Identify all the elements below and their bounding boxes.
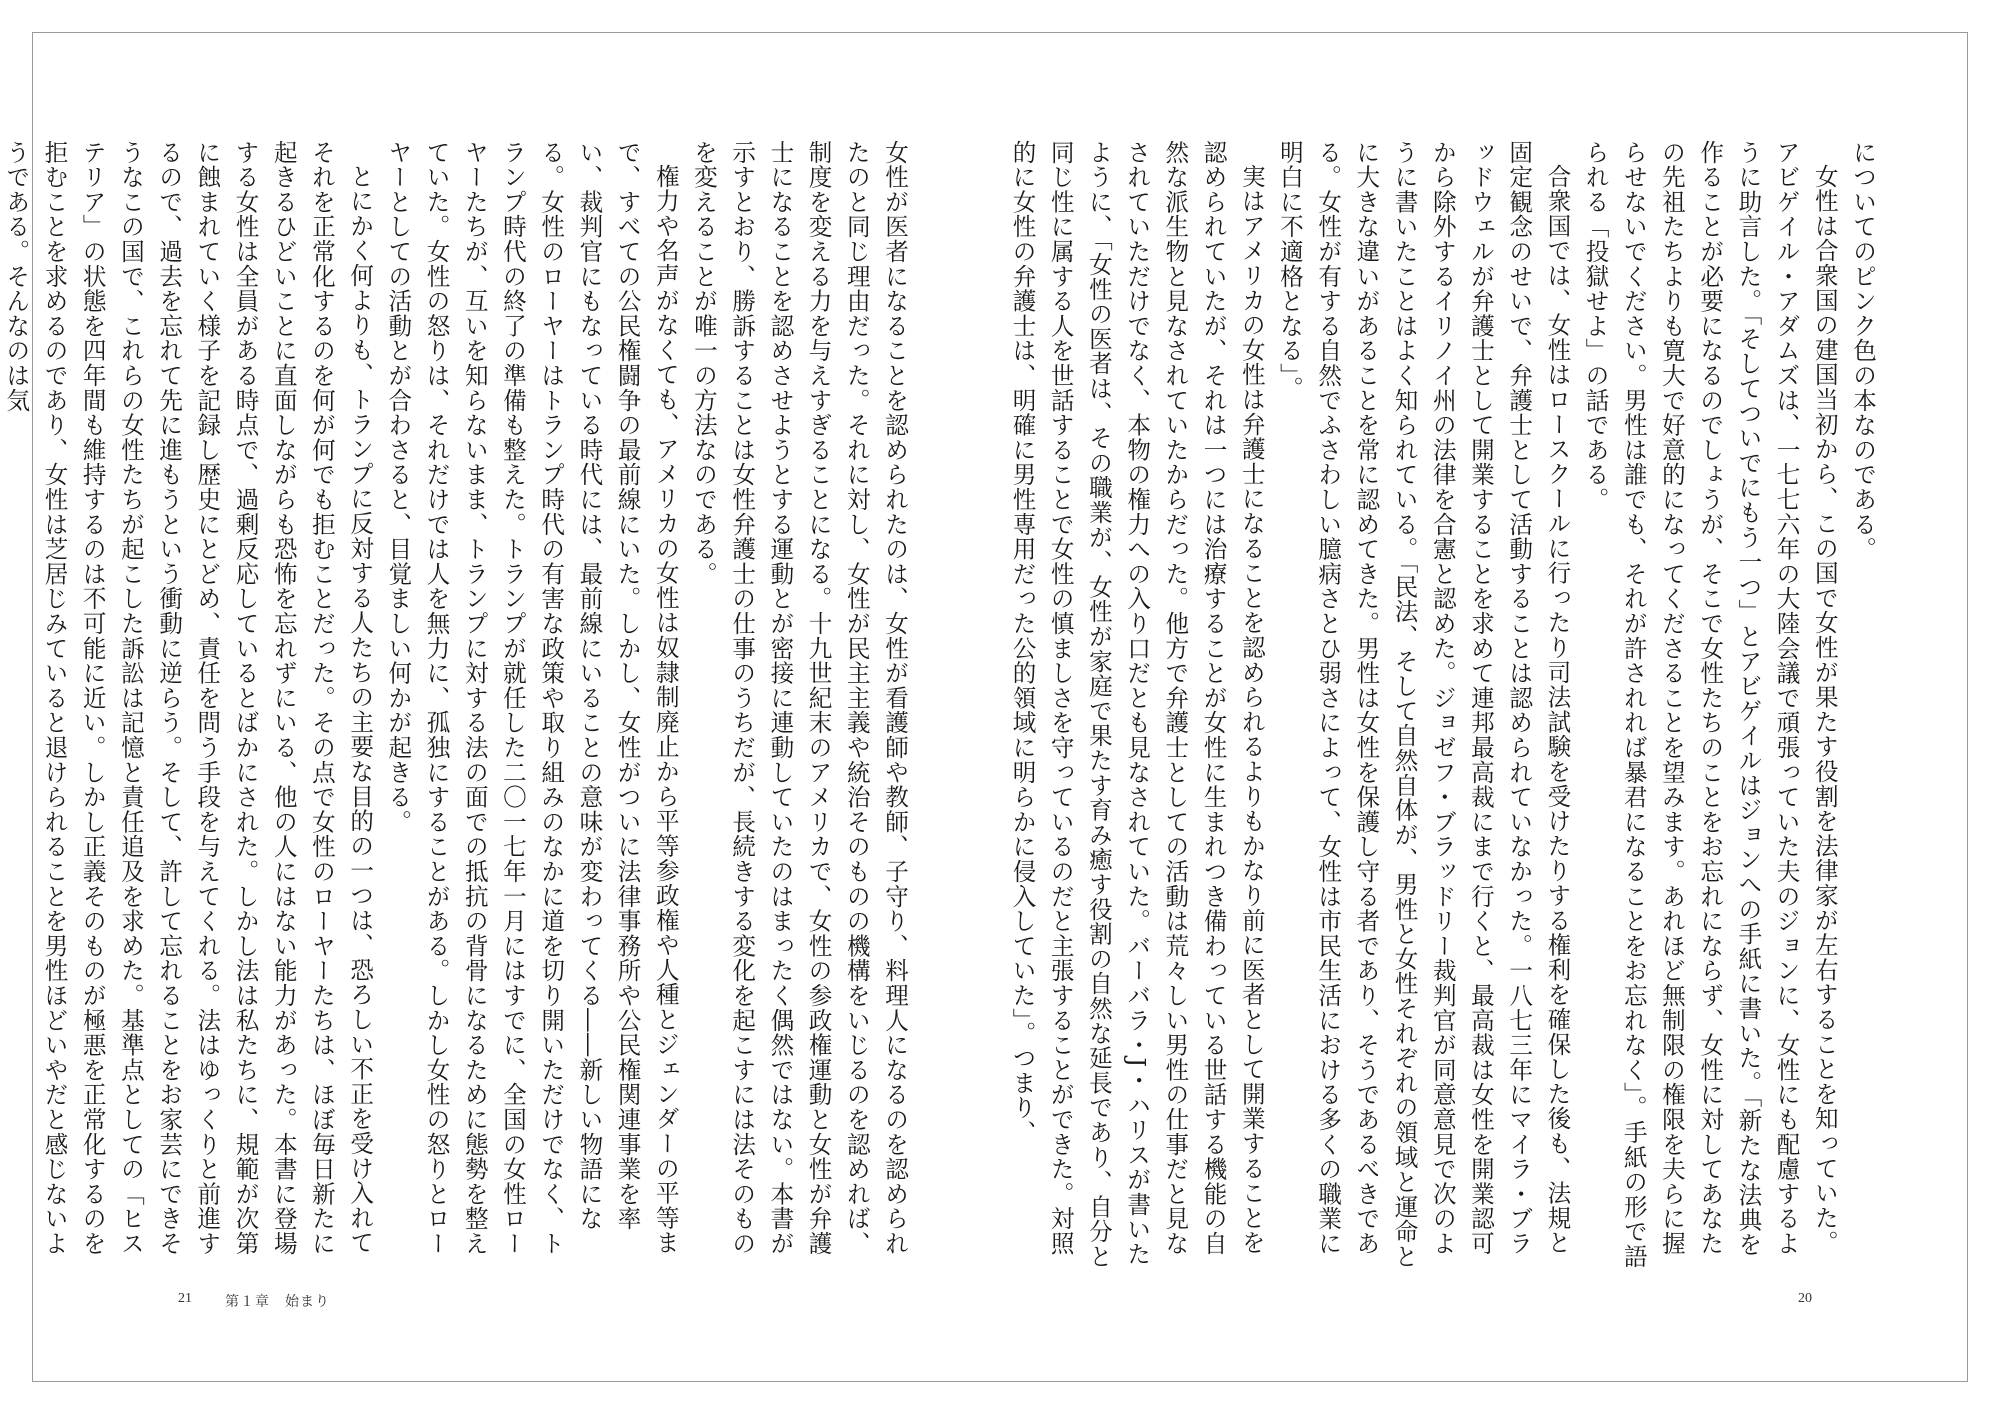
left-paragraph-2: 権力や名声がなくても、アメリカの女性は奴隷制廃止から平等参政権や人種とジェンダーの平等まで、すべての公民権闘争の最前線にいた。しかし、女性がついに法律事務所や公民権関連事業を率い、裁判官にもなっている時代には、最前線にいることの意味が変わってくる――新しい物語になる。女性のローヤーはトランプ時代の有害な政策や取り組みのなかに道を切り開いただけでなく、トランプ時代の終了の準備も整えた。トランプが就任した二〇一七年一月にはすでに、全国の女性ローヤーたちが、互いを知らないまま、トランプに対する法の面での抵抗の背骨になるために態勢を整えていた。女性の怒りは、それだけでは人を無力に、孤独にすることがある。しかし女性の怒りとローヤーとしての活動とが合わさると、目覚ましい何かが起きる。	[384, 140, 680, 1256]
left-page	[2, 32, 1000, 1382]
page-number-left: 21	[178, 1291, 192, 1306]
running-head: 第１章 始まり	[225, 1294, 330, 1310]
right-paragraph-1: についてのピンク色の本なのである。	[1849, 140, 1877, 562]
left-paragraph-3: とにかく何よりも、トランプに反対する人たちの主要な目的の一つは、恐ろしい不正を受け入れてそれを正常化するのを何が何でも拒むことだった。その点で女性のローヤーたちは、ほぼ毎日新たに起きるひどいことに直面しながらも恐怖を忘れずにいる、他の人にはない能力があった。本書に登場する女性は全員がある時点で、過剰反応しているとばかにされた。しかし法は私たちに、規範が次第に蝕まれていく様子を記録し歴史にとどめ、責任を問う手段を与えてくれる。法はゆっくりと前進するので、過去を忘れて先に進もうという衝動に逆らう。そして、許して忘れることをお家芸にできそうなこの国で、これらの女性たちが起こした訴訟は記憶と責任追及を求めた。基準点としての「ヒステリア」の状態を四年間も維持するのは不可能に近い。しかし正義そのものが極悪を正常化するのを拒むことを求めるのであり、女性は芝居じみていると退けられることを男性ほどいやだと感じないようである。そんなのは気	[2, 140, 375, 1256]
page-number-right: 20	[1798, 1291, 1812, 1306]
right-paragraph-2: 女性は合衆国の建国当初から、この国で女性が果たす役割を法律家が左右することを知っていた。アビゲイル・アダムズは、一七七六年の大陸会議で頑張っていた夫のジョンに、女性にも配慮するように助言した。「そしてついでにもう一つ」とアビゲイルはジョンへの手紙に書いた。「新たな法典を作ることが必要になるのでしょうが、そこで女性たちのことをお忘れにならず、女性に対してあなたの先祖たちよりも寛大で好意的になってくださることを望みます。あれほど無制限の権限を夫らに握らせないでください。男性は誰でも、それが許されれば暴君になることをお忘れなく」。手紙の形で語られる「投獄せよ」の話である。	[1581, 140, 1839, 1269]
right-paragraph-4: 実はアメリカの女性は弁護士になることを認められるよりもかなり前に医者として開業することを認められていたが、それは一つには治療することが女性に生まれつき備わっている世話する機能の自然な派生物と見なされていたからだった。他方で弁護士としての活動は荒々しい男性の仕事だと見なされていただけでなく、本物の権力への入り口だとも見なされていた。バーバラ・J・ハリスが書いたように、「女性の医者は、その職業が、女性が家庭で果たす育み癒す役割の自然な延長であり、自分と同じ性に属する人を世話することで女性の慎ましさを守っているのだと主張することができた。対照的に女性の弁護士は、明確に男性専用だった公的領域に明らかに侵入していた」。つまり、	[1008, 140, 1266, 1269]
right-page	[1000, 32, 1968, 1382]
left-paragraph-1: 女性が医者になることを認められたのは、女性が看護師や教師、子守り、料理人になるのを認められたのと同じ理由だった。それに対し、女性が民主主義や統治そのものの機構をいじるのを認めれば、制度を変える力を与えすぎることになる。十九世紀末のアメリカで、女性の参政権運動と女性が弁護士になることを認めさせようとする運動とが密接に連動していたのはまったく偶然ではない。本書が示すとおり、勝訴することは女性弁護士の仕事のうちだが、長続きする変化を起こすには法そのものを変えることが唯一の方法なのである。	[689, 140, 909, 1256]
right-page-body	[1008, 140, 1882, 1275]
left-page-body	[2, 140, 914, 1275]
right-paragraph-3: 合衆国では、女性はロースクールに行ったり司法試験を受けたりする権利を確保した後も、法規と固定観念のせいで、弁護士として活動することは認められていなかった。一八七三年にマイラ・ブラッドウェルが弁護士として開業することを求めて連邦最高裁にまで行くと、最高裁は女性を開業認可から除外するイリノイ州の法律を合憲と認めた。ジョゼフ・ブラッドリー裁判官が同意意見で次のように書いたことはよく知られている。「民法、そして自然自体が、男性と女性それぞれの領域と運命とに大きな違いがあることを常に認めてきた。男性は女性を保護し守る者であり、そうであるべきである。女性が有する自然でふさわしい臆病さとひ弱さによって、女性は市民生活における多くの職業に明白に不適格となる」。	[1275, 140, 1572, 1269]
